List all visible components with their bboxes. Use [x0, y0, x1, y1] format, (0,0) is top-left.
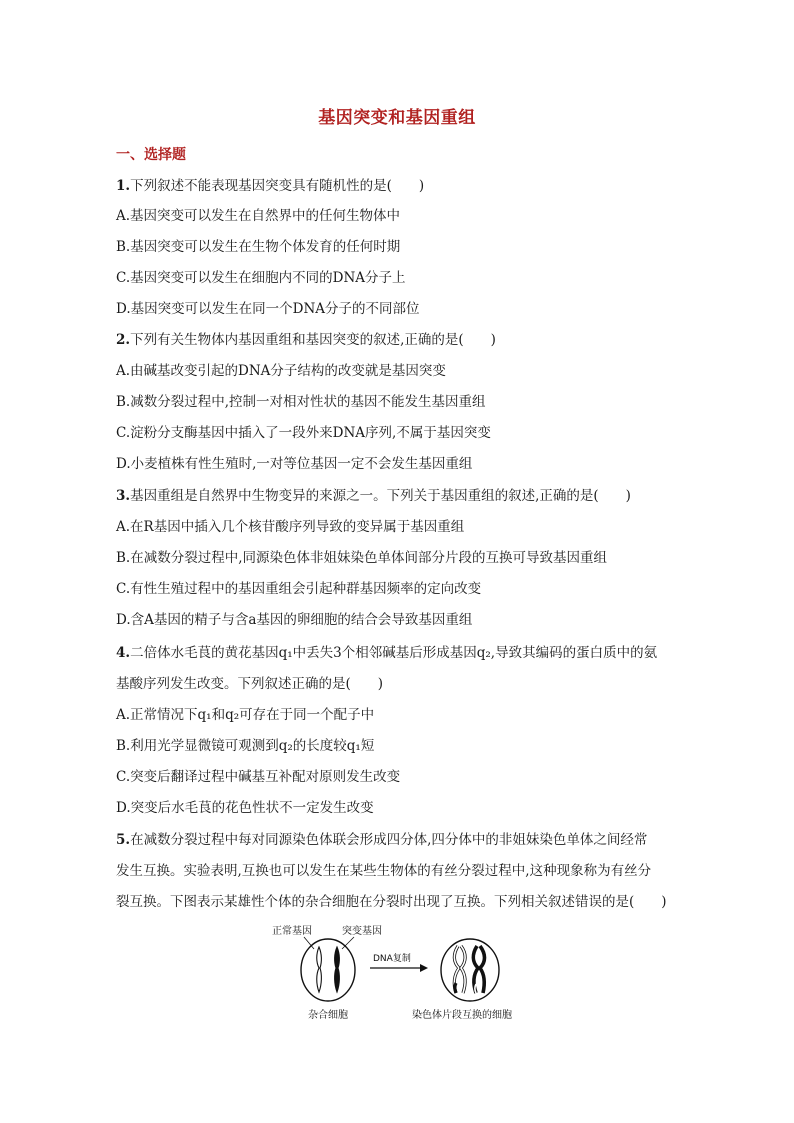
question-5-stem-line-2: 发生互换。实验表明,互换也可以发生在某些生物体的有丝分裂过程中,这种现象称为有丝分 — [116, 863, 652, 879]
question-1-option-b: B.基因突变可以发生在生物个体发育的任何时期 — [116, 239, 401, 255]
caption-heterozygous-cell: 杂合细胞 — [308, 1010, 348, 1021]
chromatid-4 — [480, 946, 485, 993]
section-heading: 一、选择题 — [116, 147, 186, 163]
figure-svg — [270, 918, 540, 1023]
chromosome-exchange-figure — [270, 918, 540, 1023]
question-4-option-d: D.突变后水毛茛的花色性状不一定发生改变 — [116, 800, 374, 816]
question-4-stem-line-2: 基酸序列发生改变。下列叙述正确的是( ) — [116, 676, 384, 692]
exchanged-segment-left — [455, 983, 456, 993]
question-1-option-d: D.基因突变可以发生在同一个DNA分子的不同部位 — [116, 301, 420, 317]
arrow-label: DNA复制 — [373, 954, 411, 964]
question-2-stem: 2.下列有关生物体内基因重组和基因突变的叙述,正确的是( ) — [116, 332, 496, 348]
question-2-option-d: D.小麦植株有性生殖时,一对等位基因一定不会发生基因重组 — [116, 456, 473, 472]
mutant-chromosome — [335, 947, 340, 992]
pointer-line-mutant — [342, 937, 354, 949]
question-2-option-b: B.减数分裂过程中,控制一对相对性状的基因不能发生基因重组 — [116, 394, 486, 410]
question-3-option-b: B.在减数分裂过程中,同源染色体非姐妹染色单体间部分片段的互换可导致基因重组 — [116, 550, 608, 566]
question-5-stem-line-1: 5.在减数分裂过程中每对同源染色体联会形成四分体,四分体中的非姐妹染色单体之间经常 — [116, 832, 648, 848]
question-1-option-c: C.基因突变可以发生在细胞内不同的DNA分子上 — [116, 270, 406, 286]
question-2-option-a: A.由碱基改变引起的DNA分子结构的改变就是基因突变 — [116, 363, 446, 379]
question-3-option-d: D.含A基因的精子与含a基因的卵细胞的结合会导致基因重组 — [116, 612, 473, 628]
question-3-option-a: A.在R基因中插入几个核苷酸序列导致的变异属于基因重组 — [116, 519, 465, 535]
question-4-option-c: C.突变后翻译过程中碱基互补配对原则发生改变 — [116, 769, 401, 785]
question-1-stem: 1.下列叙述不能表现基因突变具有随机性的是( ) — [116, 178, 425, 194]
arrow-head-icon — [420, 964, 428, 972]
question-1-option-a: A.基因突变可以发生在自然界中的任何生物体中 — [116, 208, 401, 224]
page-title: 基因突变和基因重组 — [318, 108, 476, 128]
question-4-stem-line-1: 4.二倍体水毛茛的黄花基因q₁中丢失3个相邻碱基后形成基因q₂,导致其编码的蛋白质中的氨 — [116, 645, 658, 661]
heterozygous-cell-outline — [301, 939, 355, 1001]
question-4-option-a: A.正常情况下q₁和q₂可存在于同一个配子中 — [116, 707, 375, 723]
normal-chromosome — [317, 947, 322, 992]
question-3-stem: 3.基因重组是自然界中生物变异的来源之一。下列关于基因重组的叙述,正确的是( ) — [116, 488, 631, 504]
question-5-stem-line-3: 裂互换。下图表示某雄性个体的杂合细胞在分裂时出现了互换。下列相关叙述错误的是( ) — [116, 894, 667, 910]
label-mutant-gene: 突变基因 — [342, 926, 382, 937]
question-4-option-b: B.利用光学显微镜可观测到q₂的长度较q₁短 — [116, 738, 375, 754]
question-2-option-c: C.淀粉分支酶基因中插入了一段外来DNA序列,不属于基因突变 — [116, 425, 491, 441]
question-3-option-c: C.有性生殖过程中的基因重组会引起种群基因频率的定向改变 — [116, 581, 482, 597]
label-normal-gene: 正常基因 — [272, 926, 312, 937]
exchanged-cell-outline — [441, 939, 499, 1001]
caption-exchanged-cell: 染色体片段互换的细胞 — [412, 1010, 512, 1021]
